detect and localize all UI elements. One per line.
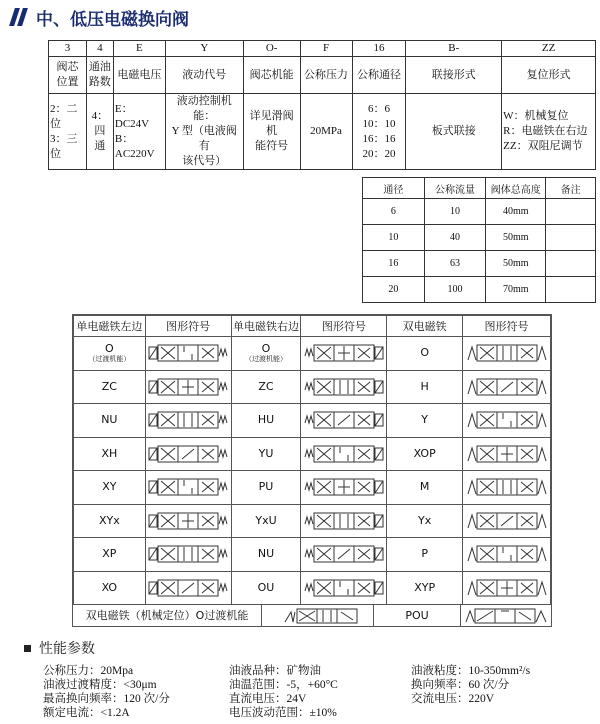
flow-cell bbox=[546, 251, 596, 277]
valve-symbol-icon bbox=[304, 478, 384, 496]
performance-item: 电压波动范围：±10% bbox=[229, 707, 337, 719]
flow-cell: 40mm bbox=[486, 199, 546, 225]
double-code bbox=[387, 571, 463, 605]
code-value bbox=[113, 94, 165, 170]
valve-symbol-icon bbox=[304, 411, 384, 429]
table-row bbox=[74, 404, 551, 438]
performance-row bbox=[43, 706, 530, 720]
left-code bbox=[74, 538, 146, 572]
symbol-cell bbox=[463, 437, 551, 471]
cell-line: R：电磁铁在右边 bbox=[503, 125, 588, 137]
flow-cell: 63 bbox=[424, 251, 486, 277]
right-code bbox=[231, 437, 301, 471]
transition-note: （过渡机能） bbox=[88, 355, 131, 364]
code-text: ZC bbox=[101, 379, 117, 393]
flow-cell: 100 bbox=[424, 277, 486, 303]
symbol-cell bbox=[301, 337, 387, 371]
code-text: XY bbox=[102, 480, 117, 494]
code-header bbox=[113, 57, 165, 94]
cell-line: 能符号 bbox=[255, 140, 289, 152]
code-header bbox=[243, 57, 300, 94]
symbol-cell bbox=[301, 538, 387, 572]
symbol-header: 图形符号 bbox=[145, 316, 231, 337]
valve-symbol-icon bbox=[467, 478, 547, 496]
valve-symbol-icon bbox=[283, 608, 367, 624]
cell-line: B：AC220V bbox=[114, 132, 155, 160]
valve-symbol-icon bbox=[148, 411, 228, 429]
cell-line: 通油 bbox=[88, 61, 111, 73]
table-row bbox=[74, 538, 551, 572]
code-value bbox=[165, 94, 243, 170]
performance-item: 换向频率：60 次/分 bbox=[411, 679, 510, 691]
cell-line: 通 bbox=[94, 140, 106, 152]
symbol-cell bbox=[463, 404, 551, 438]
valve-symbol-icon bbox=[467, 579, 547, 597]
double-code bbox=[387, 471, 463, 505]
code-text: P bbox=[421, 547, 428, 561]
code-letter: Y bbox=[165, 41, 243, 57]
valve-symbol-icon bbox=[304, 344, 384, 362]
cell-line: 电磁电压 bbox=[117, 68, 162, 81]
valve-symbol-icon bbox=[304, 512, 384, 530]
code-value bbox=[49, 94, 87, 170]
cell-line: 10：10 bbox=[362, 117, 396, 130]
code-text: PU bbox=[258, 480, 274, 494]
code-text: Yx bbox=[418, 513, 432, 527]
valve-symbol-icon bbox=[148, 579, 228, 597]
valve-symbol-icon bbox=[304, 545, 384, 563]
table-row bbox=[363, 225, 596, 251]
model-code-table bbox=[48, 40, 596, 170]
symbol-cell bbox=[301, 370, 387, 404]
valve-symbol-icon bbox=[148, 478, 228, 496]
table-row bbox=[74, 437, 551, 471]
table-row bbox=[74, 471, 551, 505]
code-text: YxU bbox=[255, 513, 277, 527]
valve-symbol-icon bbox=[304, 579, 384, 597]
right-code bbox=[231, 404, 301, 438]
symbol-header: 图形符号 bbox=[301, 316, 387, 337]
bottom-row-code: POU bbox=[373, 605, 461, 627]
valve-symbol-icon bbox=[148, 545, 228, 563]
valve-symbol-icon bbox=[148, 512, 228, 530]
double-code bbox=[387, 538, 463, 572]
flow-cell: 40 bbox=[424, 225, 486, 251]
flow-cell: 70mm bbox=[486, 277, 546, 303]
cell-line: ZZ：双阻尼调节 bbox=[503, 140, 583, 152]
symbol-cell bbox=[301, 404, 387, 438]
transition-note: （过渡机能） bbox=[245, 355, 287, 364]
cell-line: 公称通径 bbox=[356, 68, 401, 81]
title-slash-icon bbox=[8, 8, 32, 26]
symbol-cell bbox=[145, 504, 231, 538]
code-value bbox=[86, 94, 113, 170]
valve-symbol-icon bbox=[304, 445, 384, 463]
cell-line: 3：三位 bbox=[50, 132, 78, 160]
symbol-cell bbox=[463, 538, 551, 572]
code-text: XOP bbox=[413, 446, 436, 460]
flow-cell: 20 bbox=[363, 277, 425, 303]
performance-item: 直流电压：24V bbox=[229, 693, 307, 705]
performance-item: 油液品种：矿物油 bbox=[229, 665, 321, 677]
cell-line: W：机械复位 bbox=[503, 110, 569, 122]
flow-cell bbox=[546, 225, 596, 251]
flow-header: 阀体总高度 bbox=[486, 178, 546, 199]
flow-header: 通径 bbox=[363, 178, 425, 199]
symbol-cell bbox=[301, 471, 387, 505]
performance-item: 油液过渡精度：<30μm bbox=[43, 679, 157, 691]
double-code bbox=[387, 404, 463, 438]
flow-header: 公称流量 bbox=[424, 178, 486, 199]
symbol-cell bbox=[301, 504, 387, 538]
symbol-cell bbox=[145, 471, 231, 505]
cell-line: 公称压力 bbox=[304, 68, 349, 81]
symbol-cell bbox=[463, 337, 551, 371]
code-text: XO bbox=[101, 580, 118, 594]
code-letter: ZZ bbox=[502, 41, 596, 57]
code-letter: B- bbox=[406, 41, 502, 57]
code-text: O bbox=[105, 342, 114, 356]
symbol-header: 图形符号 bbox=[463, 316, 551, 337]
symbol-cell bbox=[145, 370, 231, 404]
code-text: M bbox=[419, 480, 430, 494]
cell-line: 路数 bbox=[88, 76, 111, 88]
symbol-cell bbox=[145, 337, 231, 371]
code-letter: 16 bbox=[352, 41, 406, 57]
cell-line: 详见滑阀机 bbox=[249, 110, 294, 137]
symbol-header: 双电磁铁 bbox=[387, 316, 463, 337]
code-letter: 4 bbox=[86, 41, 113, 57]
table-row bbox=[363, 199, 596, 225]
left-code bbox=[74, 437, 146, 471]
valve-symbol-icon bbox=[467, 411, 547, 429]
cell-line: 20：20 bbox=[362, 147, 396, 160]
code-text: Y bbox=[421, 413, 429, 427]
performance-item: 交流电压：220V bbox=[411, 693, 495, 705]
cell-line: E：DC24V bbox=[114, 102, 150, 130]
table-row bbox=[74, 370, 551, 404]
performance-list bbox=[43, 664, 530, 720]
code-text: XH bbox=[101, 446, 118, 460]
performance-row bbox=[43, 664, 530, 678]
flow-cell: 50mm bbox=[486, 251, 546, 277]
table-row bbox=[363, 277, 596, 303]
symbol-cell bbox=[463, 471, 551, 505]
symbol-cell bbox=[145, 571, 231, 605]
symbol-header: 单电磁铁左边 bbox=[74, 316, 146, 337]
cell-line: 该代号） bbox=[182, 155, 227, 167]
cell-line: 液动代号 bbox=[182, 68, 227, 81]
left-code bbox=[74, 571, 146, 605]
symbol-cell bbox=[145, 437, 231, 471]
double-code bbox=[387, 504, 463, 538]
flow-cell: 16 bbox=[363, 251, 425, 277]
flow-table bbox=[362, 177, 596, 303]
flow-cell bbox=[546, 277, 596, 303]
right-code bbox=[231, 538, 301, 572]
double-code bbox=[387, 437, 463, 471]
bottom-row-label: 双电磁铁（机械定位）O过渡机能 bbox=[73, 605, 262, 627]
code-value bbox=[352, 94, 406, 170]
code-text: OU bbox=[257, 580, 275, 594]
cell-line: 复位形式 bbox=[526, 68, 571, 81]
valve-symbol-icon bbox=[148, 378, 228, 396]
performance-title: 性能参数 bbox=[24, 638, 95, 658]
left-code bbox=[74, 404, 146, 438]
cell-line: 2：二位 bbox=[50, 102, 78, 130]
cell-line: 4：四 bbox=[91, 110, 109, 137]
table-row bbox=[74, 504, 551, 538]
page-title bbox=[8, 4, 189, 30]
symbol-bottom-row bbox=[73, 604, 551, 627]
code-letter: O- bbox=[243, 41, 300, 57]
right-code bbox=[231, 471, 301, 505]
right-code bbox=[231, 571, 301, 605]
table-row bbox=[74, 571, 551, 605]
code-value bbox=[243, 94, 300, 170]
cell-line: 阀芯机能 bbox=[249, 68, 294, 81]
double-code bbox=[387, 370, 463, 404]
code-header bbox=[86, 57, 113, 94]
symbol-cell bbox=[145, 404, 231, 438]
cell-line: 板式联接 bbox=[431, 125, 476, 137]
symbol-table bbox=[72, 314, 552, 627]
valve-symbol-icon bbox=[467, 512, 547, 530]
code-text: XP bbox=[102, 547, 117, 561]
right-code bbox=[231, 504, 301, 538]
double-code bbox=[387, 337, 463, 371]
performance-row bbox=[43, 692, 530, 706]
code-header bbox=[352, 57, 406, 94]
code-letter: E bbox=[113, 41, 165, 57]
flow-cell bbox=[546, 199, 596, 225]
valve-symbol-icon bbox=[304, 378, 384, 396]
cell-line: 阀芯 bbox=[56, 61, 79, 73]
page-title-text: 中、低压电磁换向阀 bbox=[36, 9, 189, 30]
symbol-cell bbox=[301, 571, 387, 605]
right-code bbox=[231, 370, 301, 404]
symbol-cell bbox=[463, 370, 551, 404]
valve-symbol-icon bbox=[465, 608, 547, 624]
performance-item: 公称压力：20Mpa bbox=[43, 665, 134, 677]
symbol-cell bbox=[145, 538, 231, 572]
code-text: YU bbox=[258, 446, 274, 460]
cell-line: 位置 bbox=[56, 76, 79, 88]
code-letter: 3 bbox=[49, 41, 87, 57]
code-text: HU bbox=[257, 413, 275, 427]
symbol-cell bbox=[301, 437, 387, 471]
code-value bbox=[502, 94, 596, 170]
valve-symbol-icon bbox=[467, 344, 547, 362]
code-text: O bbox=[420, 346, 429, 360]
right-code bbox=[231, 337, 301, 371]
cell-line: Y 型（电液阀有 bbox=[171, 125, 237, 152]
performance-item: 油液粘度：10-350mm²/s bbox=[411, 665, 531, 677]
cell-line: 联接形式 bbox=[431, 68, 476, 81]
valve-symbol-icon bbox=[467, 378, 547, 396]
performance-item: 油温范围：-5，+60°C bbox=[229, 679, 338, 691]
performance-row bbox=[43, 678, 530, 692]
code-header bbox=[49, 57, 87, 94]
code-header bbox=[300, 57, 352, 94]
flow-cell: 10 bbox=[424, 199, 486, 225]
code-text: NU bbox=[101, 413, 118, 427]
flow-cell: 10 bbox=[363, 225, 425, 251]
cell-line: 6：6 bbox=[367, 102, 390, 115]
code-text: XYP bbox=[414, 580, 436, 594]
valve-symbol-icon bbox=[467, 445, 547, 463]
bullet-square-icon bbox=[24, 645, 31, 652]
left-code bbox=[74, 504, 146, 538]
flow-cell: 6 bbox=[363, 199, 425, 225]
code-value bbox=[406, 94, 502, 170]
code-text: ZC bbox=[258, 379, 274, 393]
flow-header: 备注 bbox=[546, 178, 596, 199]
valve-symbol-icon bbox=[148, 445, 228, 463]
flow-cell: 50mm bbox=[486, 225, 546, 251]
code-header bbox=[406, 57, 502, 94]
symbol-cell bbox=[463, 504, 551, 538]
code-header bbox=[165, 57, 243, 94]
performance-item: 额定电流：<1.2A bbox=[43, 707, 130, 719]
code-letter: F bbox=[300, 41, 352, 57]
left-code bbox=[74, 370, 146, 404]
left-code bbox=[74, 337, 146, 371]
code-text: NU bbox=[257, 547, 275, 561]
code-header bbox=[502, 57, 596, 94]
left-code bbox=[74, 471, 146, 505]
table-row bbox=[74, 337, 551, 371]
code-text: XYx bbox=[98, 513, 120, 527]
cell-line: 液动控制机能： bbox=[176, 95, 232, 122]
symbol-cell bbox=[463, 571, 551, 605]
cell-line: 20MPa bbox=[310, 125, 342, 137]
symbol-header: 单电磁铁右边 bbox=[231, 316, 301, 337]
cell-line: 16：16 bbox=[362, 132, 396, 145]
code-text: H bbox=[420, 379, 429, 393]
performance-item: 最高换向频率：120 次/分 bbox=[43, 693, 170, 705]
table-row bbox=[363, 251, 596, 277]
code-text: O bbox=[261, 342, 271, 356]
valve-symbol-icon bbox=[467, 545, 547, 563]
valve-symbol-icon bbox=[148, 344, 228, 362]
code-value bbox=[300, 94, 352, 170]
